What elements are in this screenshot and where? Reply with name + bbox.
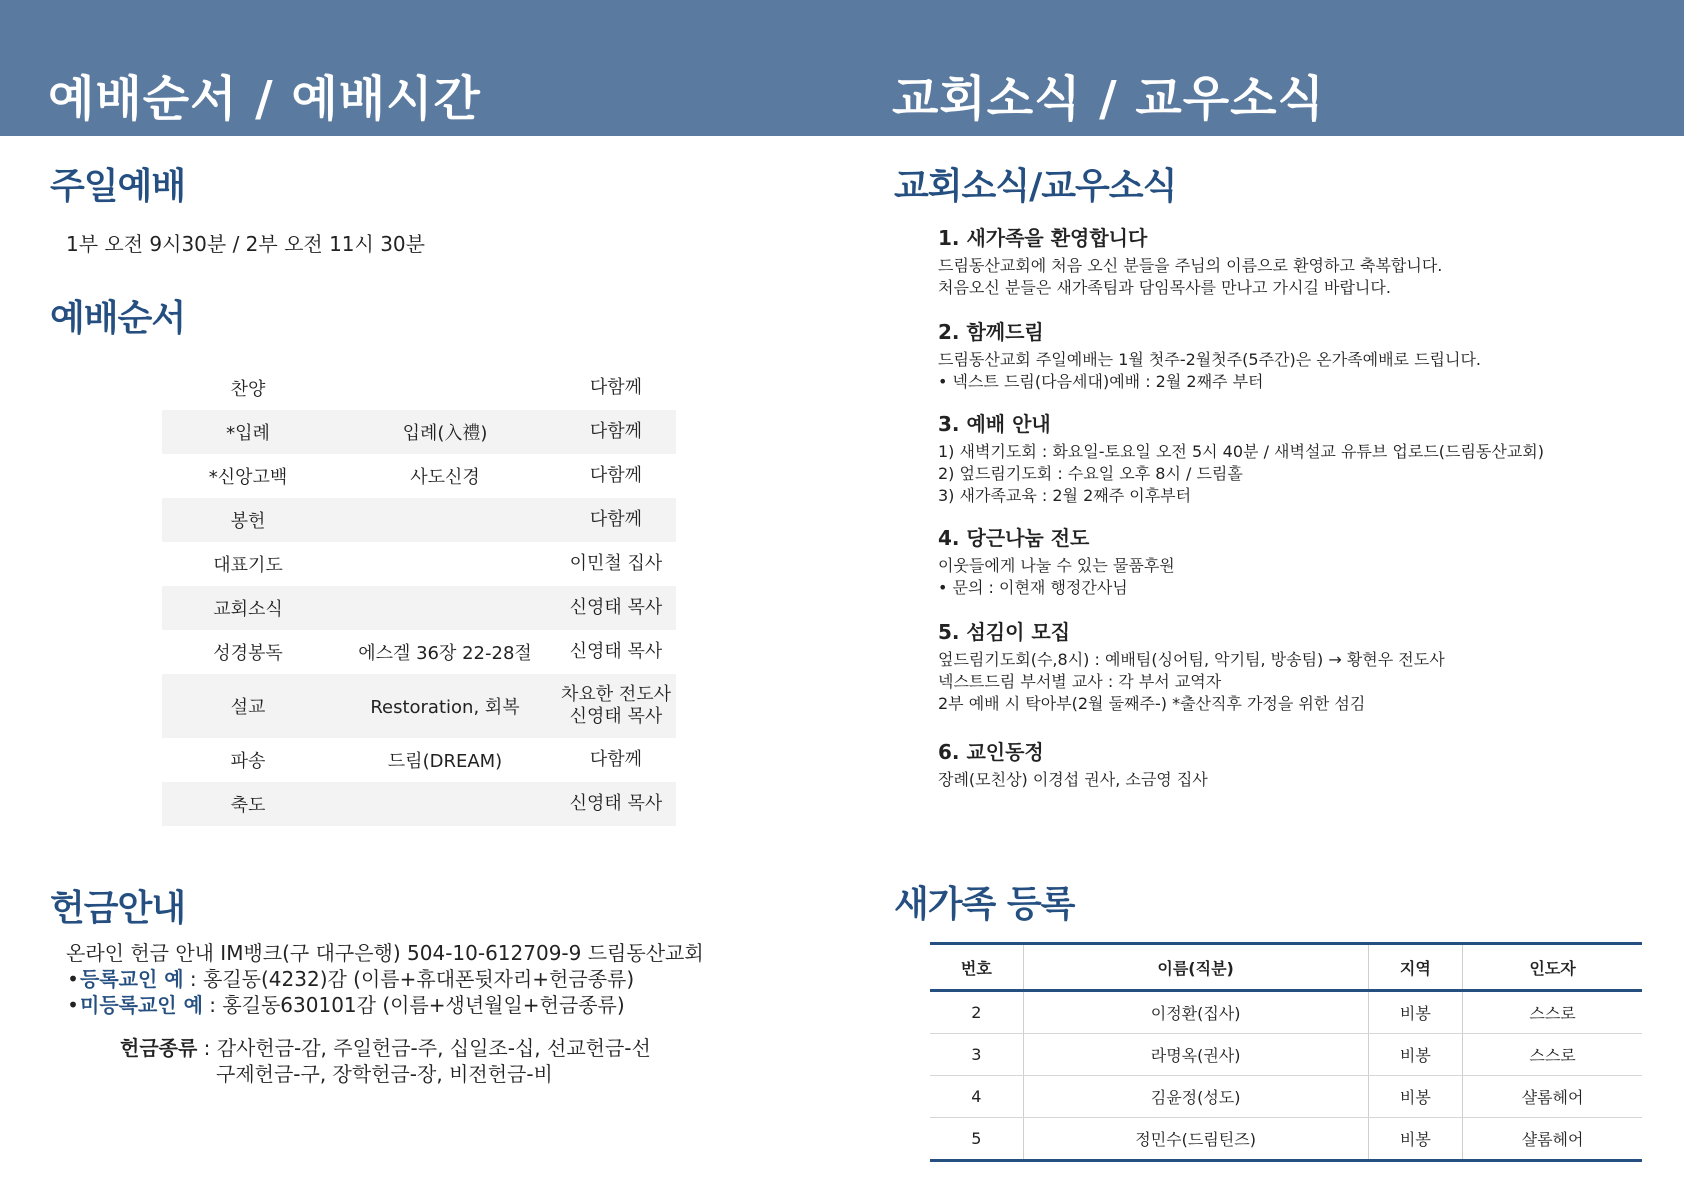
cell-name: 이정환(집사) bbox=[1023, 991, 1368, 1034]
order-leader: 신영태 목사 bbox=[569, 641, 663, 662]
table-row bbox=[162, 498, 676, 542]
unregistered-text: : 홍길동630101감 (이름+생년월일+헌금종류) bbox=[202, 993, 625, 1017]
table-row bbox=[930, 1076, 1642, 1118]
news-heading: 교회소식/교우소식 bbox=[894, 166, 1177, 207]
news-item-line: 3) 새가족교육 : 2월 2째주 이후부터 bbox=[938, 486, 1192, 505]
cell-guide: 샬롬헤어 bbox=[1463, 1118, 1642, 1161]
order-content: Restoration, 회복 bbox=[334, 674, 556, 738]
table-row bbox=[162, 738, 676, 782]
table-row bbox=[162, 782, 676, 826]
table-row bbox=[930, 1034, 1642, 1076]
offering-kinds-line1: : 감사헌금-감, 주일헌금-주, 십일조-십, 선교헌금-선 bbox=[197, 1036, 651, 1060]
news-item-line: 드림동산교회에 처음 오신 분들을 주님의 이름으로 환영하고 축복합니다. bbox=[938, 256, 1443, 275]
news-item bbox=[938, 408, 1658, 507]
sunday-worship-heading: 주일예배 bbox=[50, 166, 186, 207]
order-leader: 신영태 목사 bbox=[556, 586, 676, 630]
cell-number: 3 bbox=[930, 1034, 1023, 1076]
news-item bbox=[938, 222, 1658, 299]
news-item-line: 이웃들에게 나눌 수 있는 물품후원 bbox=[938, 556, 1175, 575]
table-row bbox=[162, 366, 676, 410]
unregistered-label: 미등록교인 예 bbox=[80, 993, 203, 1017]
cell-name: 라명옥(권사) bbox=[1023, 1034, 1368, 1076]
order-item: 교회소식 bbox=[162, 586, 334, 630]
cell-region: 비봉 bbox=[1368, 1118, 1463, 1161]
news-item-line: • 문의 : 이현재 행정간사님 bbox=[938, 578, 1128, 597]
news-item-title: 5. 섬김이 모집 bbox=[938, 620, 1071, 644]
offering-kinds bbox=[120, 1035, 651, 1087]
table-row bbox=[162, 410, 676, 454]
registered-text: : 홍길동(4232)감 (이름+휴대폰뒷자리+헌금종류) bbox=[183, 967, 635, 991]
order-item: 축도 bbox=[162, 782, 334, 826]
bullet-icon: • bbox=[67, 993, 79, 1017]
news-item-line: 1) 새벽기도회 : 화요일-토요일 오전 5시 40분 / 새벽설교 유튜브 업로드(드림동산교회) bbox=[938, 442, 1544, 461]
news-item-title: 6. 교인동정 bbox=[938, 740, 1044, 764]
order-leader: 다함께 bbox=[589, 377, 643, 398]
order-content bbox=[334, 542, 556, 586]
order-content bbox=[334, 782, 556, 826]
table-row bbox=[162, 586, 676, 630]
order-content bbox=[334, 586, 556, 630]
order-leader: 다함께 bbox=[556, 410, 676, 454]
order-item: 성경봉독 bbox=[213, 643, 283, 664]
news-item bbox=[938, 616, 1658, 715]
news-item-line: 드림동산교회 주일예배는 1월 첫주-2월첫주(5주간)은 온가족예배로 드립니다. bbox=[938, 350, 1481, 369]
bullet-icon: • bbox=[67, 967, 79, 991]
cell-number: 2 bbox=[930, 991, 1023, 1034]
unregistered-example bbox=[66, 992, 704, 1018]
order-content: 사도신경 bbox=[410, 467, 480, 488]
order-content bbox=[334, 366, 556, 410]
column-header-region: 지역 bbox=[1368, 944, 1463, 991]
registered-label: 등록교인 예 bbox=[80, 967, 184, 991]
table-row bbox=[930, 991, 1642, 1034]
worship-order-heading: 예배순서 bbox=[50, 298, 186, 339]
news-item bbox=[938, 522, 1658, 599]
order-item: *입례 bbox=[162, 410, 334, 454]
news-item bbox=[938, 316, 1658, 393]
header-banner bbox=[0, 0, 1684, 136]
column-header-name: 이름(직분) bbox=[1023, 944, 1368, 991]
news-item-line: 2) 엎드림기도회 : 수요일 오후 8시 / 드림홀 bbox=[938, 464, 1243, 483]
order-content: 드림(DREAM) bbox=[387, 751, 503, 772]
table-row bbox=[162, 630, 676, 674]
order-item: 봉헌 bbox=[162, 498, 334, 542]
cell-name: 정민수(드림틴즈) bbox=[1023, 1118, 1368, 1161]
order-leader-cell bbox=[556, 674, 676, 738]
order-item: 대표기도 bbox=[213, 555, 283, 576]
news-item-line: 장례(모친상) 이경섭 권사, 소금영 집사 bbox=[938, 770, 1208, 789]
table-row bbox=[162, 674, 676, 738]
order-content: 에스겔 36장 22-28절 bbox=[358, 643, 532, 664]
cell-guide: 스스로 bbox=[1463, 991, 1642, 1034]
news-item-title: 2. 함께드림 bbox=[938, 320, 1044, 344]
right-banner-title: 교회소식 / 교우소식 bbox=[892, 71, 1325, 127]
cell-region: 비봉 bbox=[1368, 1076, 1463, 1118]
order-content: 입례(入禮) bbox=[334, 410, 556, 454]
registered-example bbox=[66, 966, 704, 992]
news-item-title: 3. 예배 안내 bbox=[938, 412, 1051, 436]
order-leader: 이민철 집사 bbox=[569, 553, 663, 574]
news-item-line: 처음오신 분들은 새가족팀과 담임목사를 만나고 가시길 바랍니다. bbox=[938, 278, 1391, 297]
online-offering-line: 온라인 헌금 안내 IM뱅크(구 대구은행) 504-10-612709-9 드림동산교회 bbox=[66, 941, 704, 965]
table-header-row bbox=[930, 944, 1642, 991]
order-item: 설교 bbox=[162, 674, 334, 738]
new-family-table bbox=[930, 942, 1642, 1162]
cell-number: 5 bbox=[930, 1118, 1023, 1161]
offering-kinds-label: 헌금종류 bbox=[120, 1036, 198, 1060]
order-content bbox=[334, 498, 556, 542]
news-item-line: 2부 예배 시 탁아부(2월 둘째주-) *출산직후 가정을 위한 섬김 bbox=[938, 694, 1366, 713]
news-item-title: 4. 당근나눔 전도 bbox=[938, 526, 1090, 550]
cell-name: 김윤정(성도) bbox=[1023, 1076, 1368, 1118]
order-leader: 다함께 bbox=[589, 749, 643, 770]
order-item: 찬양 bbox=[230, 379, 266, 400]
order-leader: 다함께 bbox=[589, 465, 643, 486]
news-item-title: 1. 새가족을 환영합니다 bbox=[938, 226, 1148, 250]
order-leader: 신영태 목사 bbox=[556, 782, 676, 826]
worship-order-table bbox=[162, 366, 676, 826]
column-header-number: 번호 bbox=[930, 944, 1023, 991]
cell-guide: 샬롬헤어 bbox=[1463, 1076, 1642, 1118]
offering-heading: 헌금안내 bbox=[50, 888, 186, 929]
table-row bbox=[162, 542, 676, 586]
left-banner-title: 예배순서 / 예배시간 bbox=[48, 71, 481, 127]
news-item-line: 엎드림기도회(수,8시) : 예배팀(싱어팀, 악기팀, 방송팀) → 황현우 전도사 bbox=[938, 650, 1445, 669]
order-item: *신앙고백 bbox=[208, 467, 288, 488]
table-row bbox=[162, 454, 676, 498]
offering-info bbox=[66, 940, 704, 1018]
order-leader-second: 신영태 목사 bbox=[569, 706, 663, 727]
news-item-line: 넥스트드림 부서별 교사 : 각 부서 교역자 bbox=[938, 672, 1222, 691]
new-family-heading: 새가족 등록 bbox=[894, 884, 1075, 925]
news-item-line: • 넥스트 드림(다음세대)예배 : 2월 2째주 부터 bbox=[938, 372, 1264, 391]
order-leader: 차요한 전도사 bbox=[560, 684, 672, 705]
cell-number: 4 bbox=[930, 1076, 1023, 1118]
order-leader: 다함께 bbox=[556, 498, 676, 542]
column-header-guide: 인도자 bbox=[1463, 944, 1642, 991]
cell-region: 비봉 bbox=[1368, 1034, 1463, 1076]
cell-guide: 스스로 bbox=[1463, 1034, 1642, 1076]
order-item: 파송 bbox=[230, 751, 266, 772]
table-row bbox=[930, 1118, 1642, 1161]
news-item bbox=[938, 736, 1658, 791]
cell-region: 비봉 bbox=[1368, 991, 1463, 1034]
offering-kinds-line2: 구제헌금-구, 장학헌금-장, 비전헌금-비 bbox=[216, 1062, 553, 1086]
worship-times: 1부 오전 9시30분 / 2부 오전 11시 30분 bbox=[66, 232, 425, 256]
